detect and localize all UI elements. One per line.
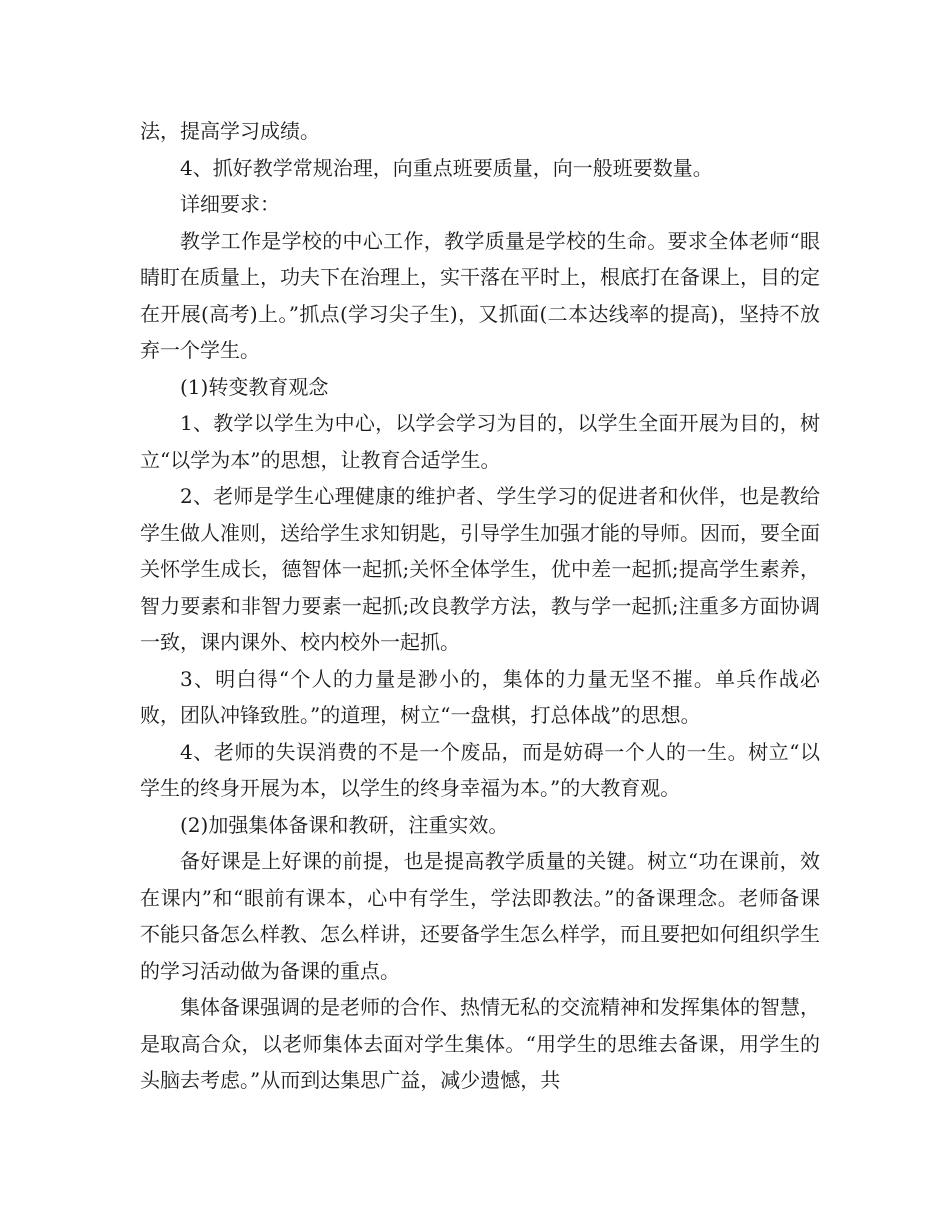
document-page xyxy=(140,113,820,1099)
paragraph-3: 详细要求： xyxy=(180,192,280,216)
paragraph-7: 2、老师是学生心理健康的维护者、学生学习的促进者和伙伴，也是教给学生做人准则，送给学生求知钥匙，引导学生加强才能的导师。因而，要全面关怀学生成长，德智体一起抓;关怀全体学生，优中差一起抓;提高学生素养，智力要素和非智力要素一起抓;改良教学方法，教与学一起抓;注重多方面协调一致，课内课外、校内校外一起抓。 xyxy=(140,484,820,654)
paragraph-10: (2)加强集体备课和教研，注重实效。 xyxy=(180,812,509,837)
paragraph-1: 法，提高学习成绩。 xyxy=(140,119,320,143)
paragraph-8: 3、明白得“个人的力量是渺小的，集体的力量无坚不摧。单兵作战必败，团队冲锋致胜。”的道理，树立“一盘棋，打总体战”的思想。 xyxy=(140,666,820,727)
paragraph-4: 教学工作是学校的中心工作，教学质量是学校的生命。要求全体老师“眼睛盯在质量上，功夫下在治理上，实干落在平时上，根底打在备课上，目的定在开展(高考)上。”抓点(学习尖子生)，又抓面(二本达线率的提高)，坚持不放弃一个学生。 xyxy=(140,228,820,362)
paragraph-9: 4、老师的失误消费的不是一个废品，而是妨碍一个人的一生。树立“以学生的终身开展为本，以学生的终身幸福为本。”的大教育观。 xyxy=(140,739,820,800)
paragraph-6: 1、教学以学生为中心，以学会学习为目的，以学生全面开展为目的，树立“以学为本”的思想，让教育合适学生。 xyxy=(140,411,820,472)
paragraph-11: 备好课是上好课的前提，也是提高教学质量的关键。树立“功在课前，效在课内”和“眼前有课本，心中有学生，学法即教法。”的备课理念。老师备课不能只备怎么样教、怎么样讲，还要备学生怎么样学，而且要把如何组织学生的学习活动做为备课的重点。 xyxy=(140,849,820,983)
paragraph-12: 集体备课强调的是老师的合作、热情无私的交流精神和发挥集体的智慧，是取高合众，以老师集体去面对学生集体。“用学生的思维去备课，用学生的头脑去考虑。”从而到达集思广益，减少遗憾，共 xyxy=(140,995,820,1092)
paragraph-2: 4、抓好教学常规治理，向重点班要质量，向一般班要数量。 xyxy=(180,155,713,180)
paragraph-5: (1)转变教育观念 xyxy=(180,374,329,399)
